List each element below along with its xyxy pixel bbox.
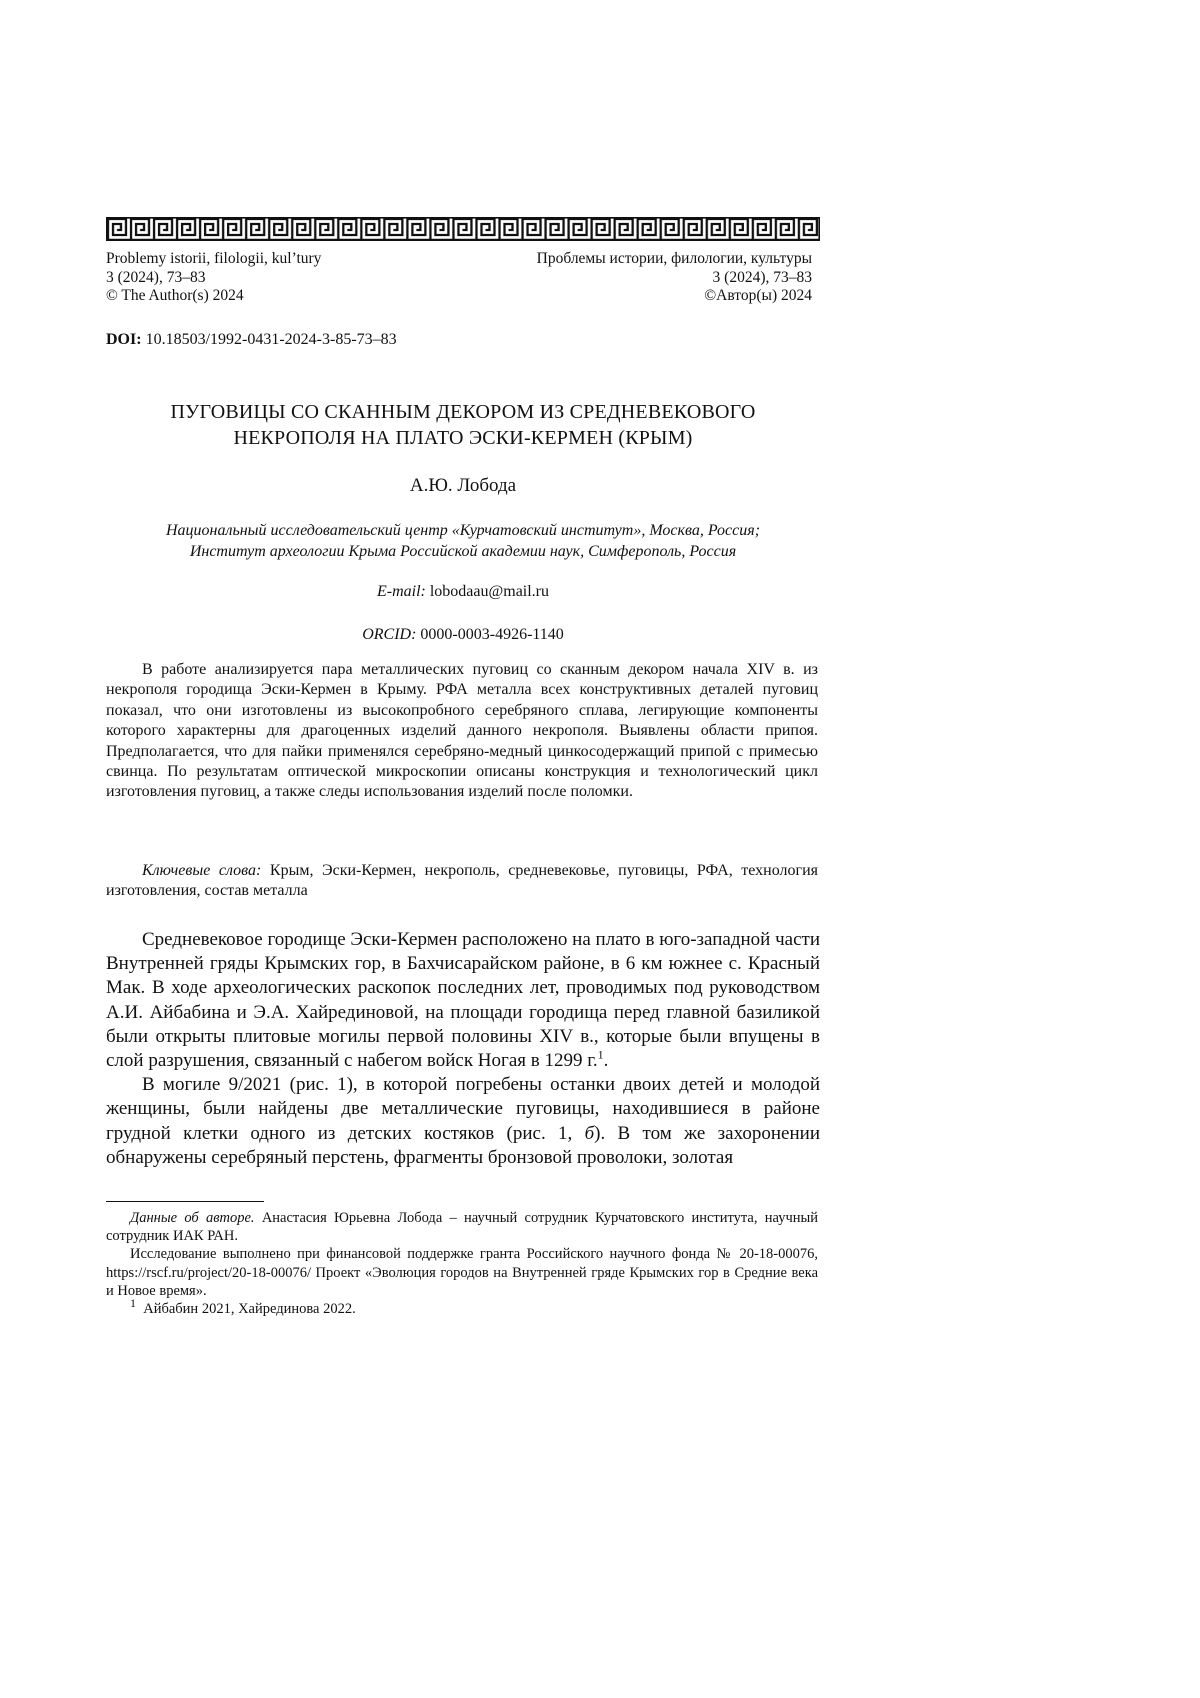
author-info-text: Анастасия Юрьевна Лобода – научный сотрудник Курчатовского института, научный сотрудник ИАК РАН.	[106, 1210, 818, 1244]
orcid-value[interactable]: 0000-0003-4926-1140	[420, 626, 563, 643]
footnotes	[106, 1209, 818, 1318]
orcid-line	[106, 626, 820, 644]
footnote-divider	[106, 1201, 264, 1202]
doi-value[interactable]: 10.18503/1992-0431-2024-3-85-73–83	[146, 331, 397, 348]
body-paragraph-1-text: Средневековое городище Эски-Кермен расположено на плато в юго-западной части Внутренней гряды Крымских гор, в Бахчисарайском районе, в 6 км южнее с. Красный Мак. В ходе археологических раскопок последних лет, проводимых под руководством А.И. Айбабина и Э.А. Хайрединовой, на площади городища перед главной базиликой были открыты плитовые могилы первой половины XIV в., которые были впущены в слой разрушения, связанный с набегом войск Ногая в 1299 г.	[106, 929, 820, 1071]
copyright: © The Author(s) 2024	[106, 287, 321, 306]
article-title	[106, 399, 820, 451]
email-line	[106, 583, 820, 601]
email-label: E-mail:	[377, 583, 426, 600]
affiliations	[106, 520, 820, 562]
footnote-1	[106, 1300, 818, 1318]
issue-pages-ru: 3 (2024), 73–83	[470, 269, 812, 288]
doi-label: DOI:	[106, 331, 142, 348]
author-info-label: Данные об авторе.	[130, 1210, 255, 1226]
email-value[interactable]: lobodaau@mail.ru	[430, 583, 549, 600]
body-paragraph-2-text-a: В могиле 9/2021 (рис. 1), в которой погребены останки двоих детей и молодой женщины, были найдены две металлические пуговицы, находившиеся в районе грудной клетки одного из детских костяков (рис. 1,	[106, 1074, 820, 1143]
journal-page	[0, 0, 1100, 1556]
affiliation-1: Национальный исследовательский центр «Курчатовский институт», Москва, Россия;	[106, 520, 820, 541]
journal-name-cyrillic: Проблемы истории, филологии, культуры	[470, 250, 812, 269]
journal-name-latin: Problemy istorii, filologii, kul’tury	[106, 250, 321, 269]
keywords-label: Ключевые слова:	[142, 862, 261, 879]
footnote-1-mark: 1	[130, 1296, 136, 1310]
keywords	[106, 861, 818, 902]
orcid-label: ORCID:	[362, 626, 416, 643]
greek-key-ornament	[106, 217, 820, 241]
copyright-ru: ©Автор(ы) 2024	[470, 287, 812, 306]
body-paragraph-2-text-c: ). В том же захоронении обнаружены серебряный перстень, фрагменты бронзовой проволоки, золотая	[106, 1123, 820, 1168]
issue-pages: 3 (2024), 73–83	[106, 269, 321, 288]
article-body	[106, 928, 820, 1170]
doi-line	[106, 331, 397, 349]
body-paragraph-2	[106, 1073, 820, 1170]
body-paragraph-1	[106, 928, 820, 1073]
affiliation-2: Институт археологии Крыма Российской академии наук, Симферополь, Россия	[106, 541, 820, 562]
author-name: А.Ю. Лобода	[106, 475, 820, 497]
journal-header-latin	[106, 250, 321, 306]
abstract: В работе анализируется пара металлических пуговиц со сканным декором начала XIV в. из некрополя городища Эски-Кермен в Крыму. РФА металла всех конструктивных деталей пуговиц показал, что они изготовлены из высокопробного серебряного сплава, легирующие компоненты которого характерны для драгоценных изделий данного некрополя. Выявлены области припоя. Предполагается, что для пайки применялся серебряно-медный цинкосодержащий припой с примесью свинца. По результатам оптической микроскопии описаны конструкция и технологический цикл изготовления пуговиц, а также следы использования изделий после поломки.	[106, 660, 818, 803]
title-line-1: ПУГОВИЦЫ СО СКАННЫМ ДЕКОРОМ ИЗ СРЕДНЕВЕКОВОГО	[106, 399, 820, 425]
footnote-grant: Исследование выполнено при финансовой поддержке гранта Российского научного фонда № 20-18-00076, https://rscf.ru/project/20-18-00076/ Проект «Эволюция городов на Внутренней гряде Крымских гор в Средние века и Новое время».	[106, 1245, 818, 1300]
journal-header-cyrillic	[470, 250, 812, 306]
footnote-ref-1[interactable]: 1	[598, 1048, 604, 1062]
keywords-value: Крым, Эски-Кермен, некрополь, средневековье, пуговицы, РФА, технология изготовления, состав металла	[106, 862, 818, 899]
body-paragraph-1-end: .	[604, 1050, 609, 1071]
footnote-1-text: Айбабин 2021, Хайрединова 2022.	[143, 1301, 355, 1317]
title-line-2: НЕКРОПОЛЯ НА ПЛАТО ЭСКИ-КЕРМЕН (КРЫМ)	[106, 425, 820, 451]
footnote-author-info	[106, 1209, 818, 1245]
figure-ref-letter: б	[585, 1123, 595, 1144]
